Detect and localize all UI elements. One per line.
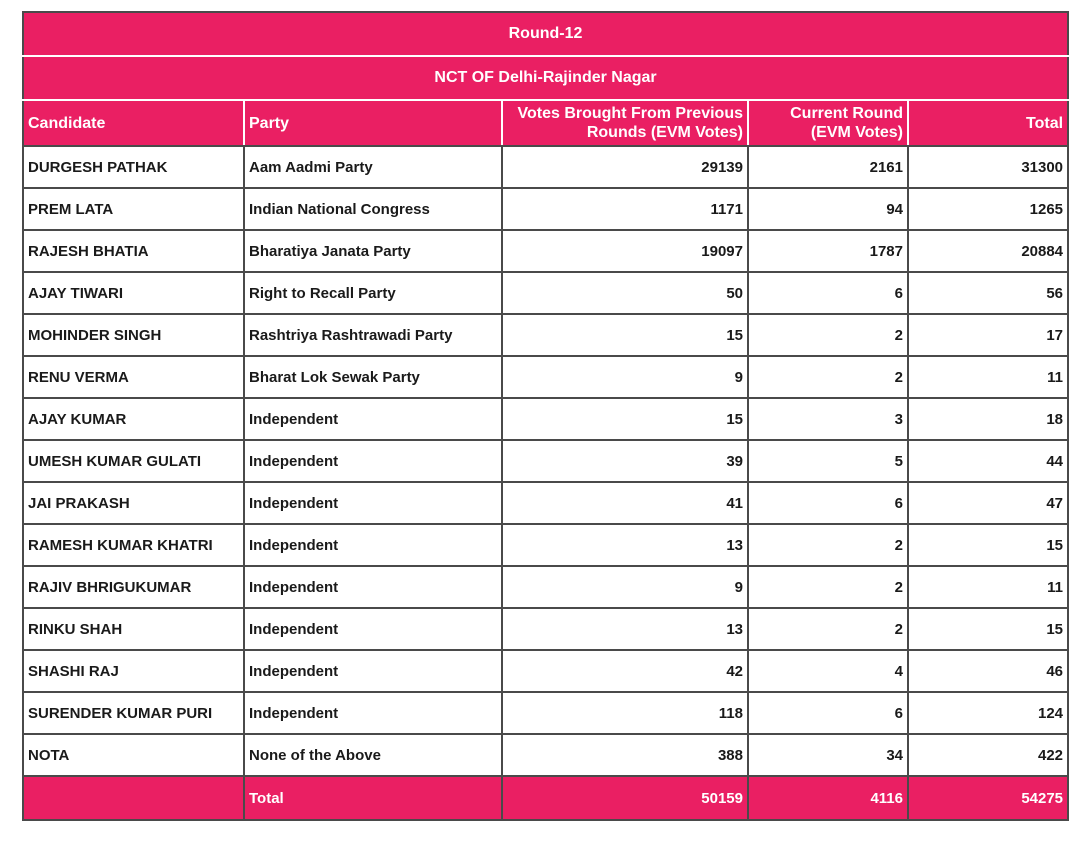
previous-votes: 29139 — [502, 146, 748, 188]
table-row — [23, 608, 1068, 650]
candidate-name: UMESH KUMAR GULATI — [23, 440, 244, 482]
previous-votes: 9 — [502, 356, 748, 398]
column-header-row — [23, 100, 1068, 146]
table-row — [23, 482, 1068, 524]
results-body — [23, 146, 1068, 776]
totals-empty-cell — [23, 776, 244, 820]
current-votes: 2 — [748, 608, 908, 650]
totals-total: 54275 — [908, 776, 1068, 820]
current-votes: 94 — [748, 188, 908, 230]
table-row — [23, 440, 1068, 482]
current-votes: 1787 — [748, 230, 908, 272]
party-name: None of the Above — [244, 734, 502, 776]
party-name: Rashtriya Rashtrawadi Party — [244, 314, 502, 356]
candidate-name: JAI PRAKASH — [23, 482, 244, 524]
total-votes: 46 — [908, 650, 1068, 692]
candidate-name: RENU VERMA — [23, 356, 244, 398]
total-votes: 31300 — [908, 146, 1068, 188]
total-votes: 18 — [908, 398, 1068, 440]
table-row — [23, 650, 1068, 692]
constituency-banner-row — [23, 56, 1068, 100]
previous-votes: 9 — [502, 566, 748, 608]
totals-previous: 50159 — [502, 776, 748, 820]
previous-votes: 15 — [502, 398, 748, 440]
previous-votes: 118 — [502, 692, 748, 734]
current-votes: 3 — [748, 398, 908, 440]
total-votes: 124 — [908, 692, 1068, 734]
table-row — [23, 734, 1068, 776]
party-name: Right to Recall Party — [244, 272, 502, 314]
current-votes: 6 — [748, 692, 908, 734]
previous-votes: 19097 — [502, 230, 748, 272]
candidate-name: AJAY TIWARI — [23, 272, 244, 314]
candidate-name: RAMESH KUMAR KHATRI — [23, 524, 244, 566]
total-votes: 44 — [908, 440, 1068, 482]
previous-votes: 1171 — [502, 188, 748, 230]
party-name: Independent — [244, 692, 502, 734]
current-votes: 5 — [748, 440, 908, 482]
party-name: Bharat Lok Sewak Party — [244, 356, 502, 398]
current-votes: 2 — [748, 314, 908, 356]
party-name: Indian National Congress — [244, 188, 502, 230]
candidate-name: NOTA — [23, 734, 244, 776]
table-row — [23, 146, 1068, 188]
total-votes: 422 — [908, 734, 1068, 776]
current-votes: 2 — [748, 566, 908, 608]
previous-votes: 15 — [502, 314, 748, 356]
header-party: Party — [244, 100, 502, 146]
current-votes: 2161 — [748, 146, 908, 188]
header-previous-rounds: Votes Brought From Previous Rounds (EVM Votes) — [502, 100, 748, 146]
totals-current: 4116 — [748, 776, 908, 820]
previous-votes: 50 — [502, 272, 748, 314]
candidate-name: RINKU SHAH — [23, 608, 244, 650]
table-row — [23, 398, 1068, 440]
total-votes: 11 — [908, 356, 1068, 398]
party-name: Independent — [244, 482, 502, 524]
party-name: Independent — [244, 566, 502, 608]
table-row — [23, 356, 1068, 398]
header-total: Total — [908, 100, 1068, 146]
total-votes: 56 — [908, 272, 1068, 314]
results-panel — [22, 11, 1067, 821]
total-votes: 11 — [908, 566, 1068, 608]
party-name: Independent — [244, 650, 502, 692]
party-name: Independent — [244, 524, 502, 566]
totals-label: Total — [244, 776, 502, 820]
previous-votes: 13 — [502, 524, 748, 566]
total-votes: 20884 — [908, 230, 1068, 272]
constituency-title: NCT OF Delhi-Rajinder Nagar — [23, 56, 1068, 100]
party-name: Independent — [244, 440, 502, 482]
table-row — [23, 524, 1068, 566]
party-name: Independent — [244, 608, 502, 650]
candidate-name: DURGESH PATHAK — [23, 146, 244, 188]
total-votes: 47 — [908, 482, 1068, 524]
previous-votes: 388 — [502, 734, 748, 776]
table-row — [23, 314, 1068, 356]
total-votes: 1265 — [908, 188, 1068, 230]
results-table — [22, 11, 1069, 821]
table-row — [23, 188, 1068, 230]
round-title: Round-12 — [23, 12, 1068, 56]
candidate-name: AJAY KUMAR — [23, 398, 244, 440]
previous-votes: 39 — [502, 440, 748, 482]
previous-votes: 41 — [502, 482, 748, 524]
current-votes: 6 — [748, 482, 908, 524]
total-votes: 17 — [908, 314, 1068, 356]
previous-votes: 42 — [502, 650, 748, 692]
table-row — [23, 566, 1068, 608]
table-row — [23, 230, 1068, 272]
party-name: Bharatiya Janata Party — [244, 230, 502, 272]
candidate-name: SURENDER KUMAR PURI — [23, 692, 244, 734]
candidate-name: SHASHI RAJ — [23, 650, 244, 692]
round-banner-row — [23, 12, 1068, 56]
header-current-round: Current Round (EVM Votes) — [748, 100, 908, 146]
candidate-name: PREM LATA — [23, 188, 244, 230]
candidate-name: RAJESH BHATIA — [23, 230, 244, 272]
current-votes: 6 — [748, 272, 908, 314]
current-votes: 2 — [748, 524, 908, 566]
candidate-name: MOHINDER SINGH — [23, 314, 244, 356]
current-votes: 34 — [748, 734, 908, 776]
previous-votes: 13 — [502, 608, 748, 650]
total-votes: 15 — [908, 608, 1068, 650]
candidate-name: RAJIV BHRIGUKUMAR — [23, 566, 244, 608]
current-votes: 4 — [748, 650, 908, 692]
total-votes: 15 — [908, 524, 1068, 566]
party-name: Independent — [244, 398, 502, 440]
totals-row — [23, 776, 1068, 820]
table-row — [23, 272, 1068, 314]
current-votes: 2 — [748, 356, 908, 398]
table-row — [23, 692, 1068, 734]
header-candidate: Candidate — [23, 100, 244, 146]
party-name: Aam Aadmi Party — [244, 146, 502, 188]
